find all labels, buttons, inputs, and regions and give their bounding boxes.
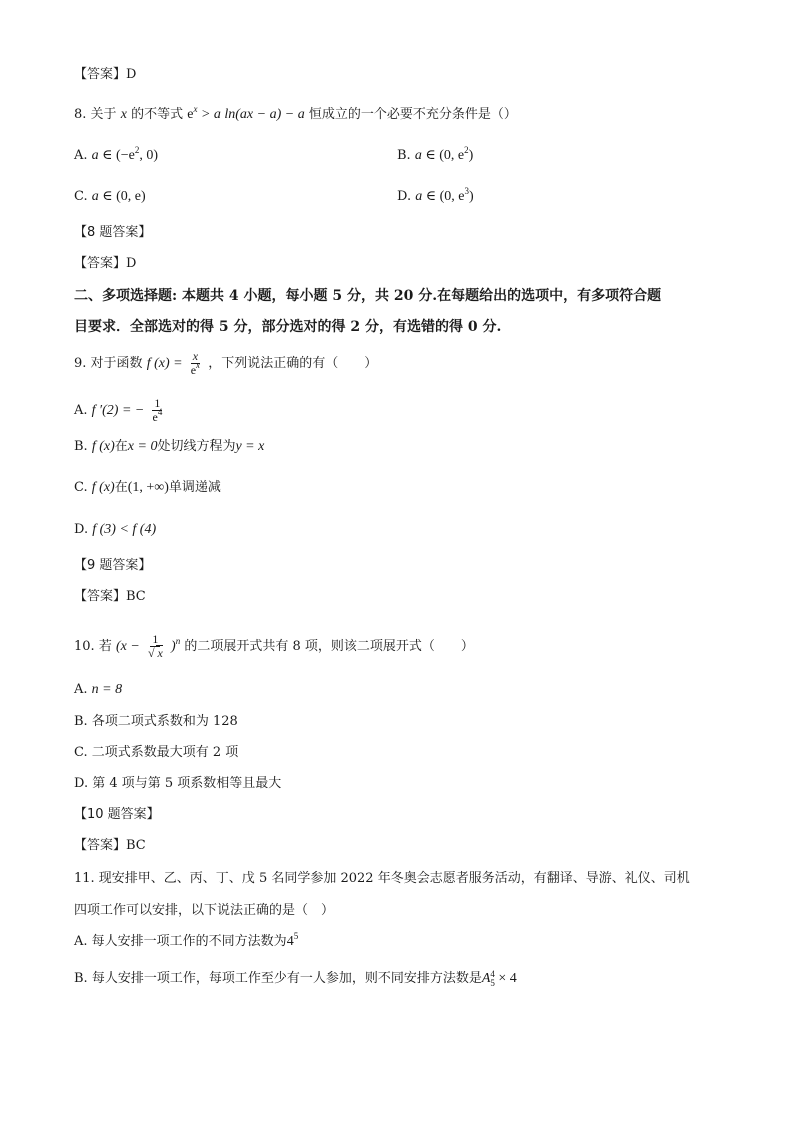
inequality: $e^x > a$ ln(ax − a) − a bbox=[187, 104, 305, 122]
question-11-line-1: 11. 现安排甲、乙、丙、丁、戊 5 名同学参加 2022 年冬奥会志愿者服务活动，有翻译、导游、礼仪、司机 bbox=[74, 871, 690, 886]
question-8: 8. 关于 x 的不等式 $e^x > a$ ln(ax − a) − a 恒成立的一个必要不充分条件是（） bbox=[74, 104, 517, 122]
q8-option-a: A. a ∈ ($-e^2$, 0) bbox=[74, 145, 158, 163]
question-9: 9. 对于函数 f (x) = $\frac{x}{e^x}$ ，下列说法正确的有（ ） bbox=[74, 349, 378, 377]
question-number: 8. bbox=[74, 107, 87, 122]
section-heading-line-2: 目要求．全部选对的得 5 分，部分选对的得 2 分，有选错的得 0 分. bbox=[74, 319, 502, 335]
answer-line-q7 bbox=[74, 66, 136, 84]
q9-option-a: A. f ′(2) = − $\frac{1}{e^4}$ bbox=[74, 396, 163, 424]
q10-option-b: B. 各项二项式系数和为 128 bbox=[74, 714, 238, 729]
answer-line-q9: 【答案】BC bbox=[74, 589, 146, 604]
answer-label: 【答案】 bbox=[74, 67, 127, 82]
q9-option-d: D. f (3) < f (4) bbox=[74, 522, 157, 537]
answer-line-q10: 【答案】BC bbox=[74, 838, 146, 853]
q8-option-b: B. a ∈ (0, $e^2$) bbox=[397, 145, 474, 163]
question-11-line-2: 四项工作可以安排，以下说法正确的是（ ） bbox=[74, 903, 335, 918]
section-heading-line-1: 二、多项选择题: 本题共 4 小题，每小题 5 分，共 20 分.在每题给出的选项中，有多项符合题 bbox=[74, 288, 662, 304]
question-10: 10. 若 (x − $\frac{1}{√ x}$ )$^n$ 的二项展开式共有 8 项，则该二项展开式（ ） bbox=[74, 632, 474, 660]
q10-answer-tag: 【10 题答案】 bbox=[74, 807, 160, 822]
q11-option-a: A. 每人安排一项工作的不同方法数为$4^5$ bbox=[74, 931, 299, 949]
q9-option-c: C. f (x)在(1, +∞)单调递减 bbox=[74, 480, 221, 495]
answer-value: D bbox=[126, 67, 137, 82]
q8-option-d: D. a ∈ (0, $e^3$) bbox=[397, 186, 474, 204]
q11-option-b: B. 每人安排一项工作，每项工作至少有一人参加，则不同安排方法数是A 4 5 × 4 bbox=[74, 969, 517, 988]
q8-answer-tag: 【8 题答案】 bbox=[74, 225, 152, 240]
q8-option-c: C. a ∈ (0, e) bbox=[74, 189, 146, 204]
q10-option-a: A. n = 8 bbox=[74, 682, 123, 697]
q10-option-d: D. 第 4 项与第 5 项系数相等且最大 bbox=[74, 776, 282, 791]
answer-line-q8: 【答案】D bbox=[74, 256, 137, 271]
q9-option-b: B. f (x)在x = 0处切线方程为y = x bbox=[74, 439, 265, 454]
q10-option-c: C. 二项式系数最大项有 2 项 bbox=[74, 745, 239, 760]
q9-answer-tag: 【9 题答案】 bbox=[74, 558, 152, 573]
